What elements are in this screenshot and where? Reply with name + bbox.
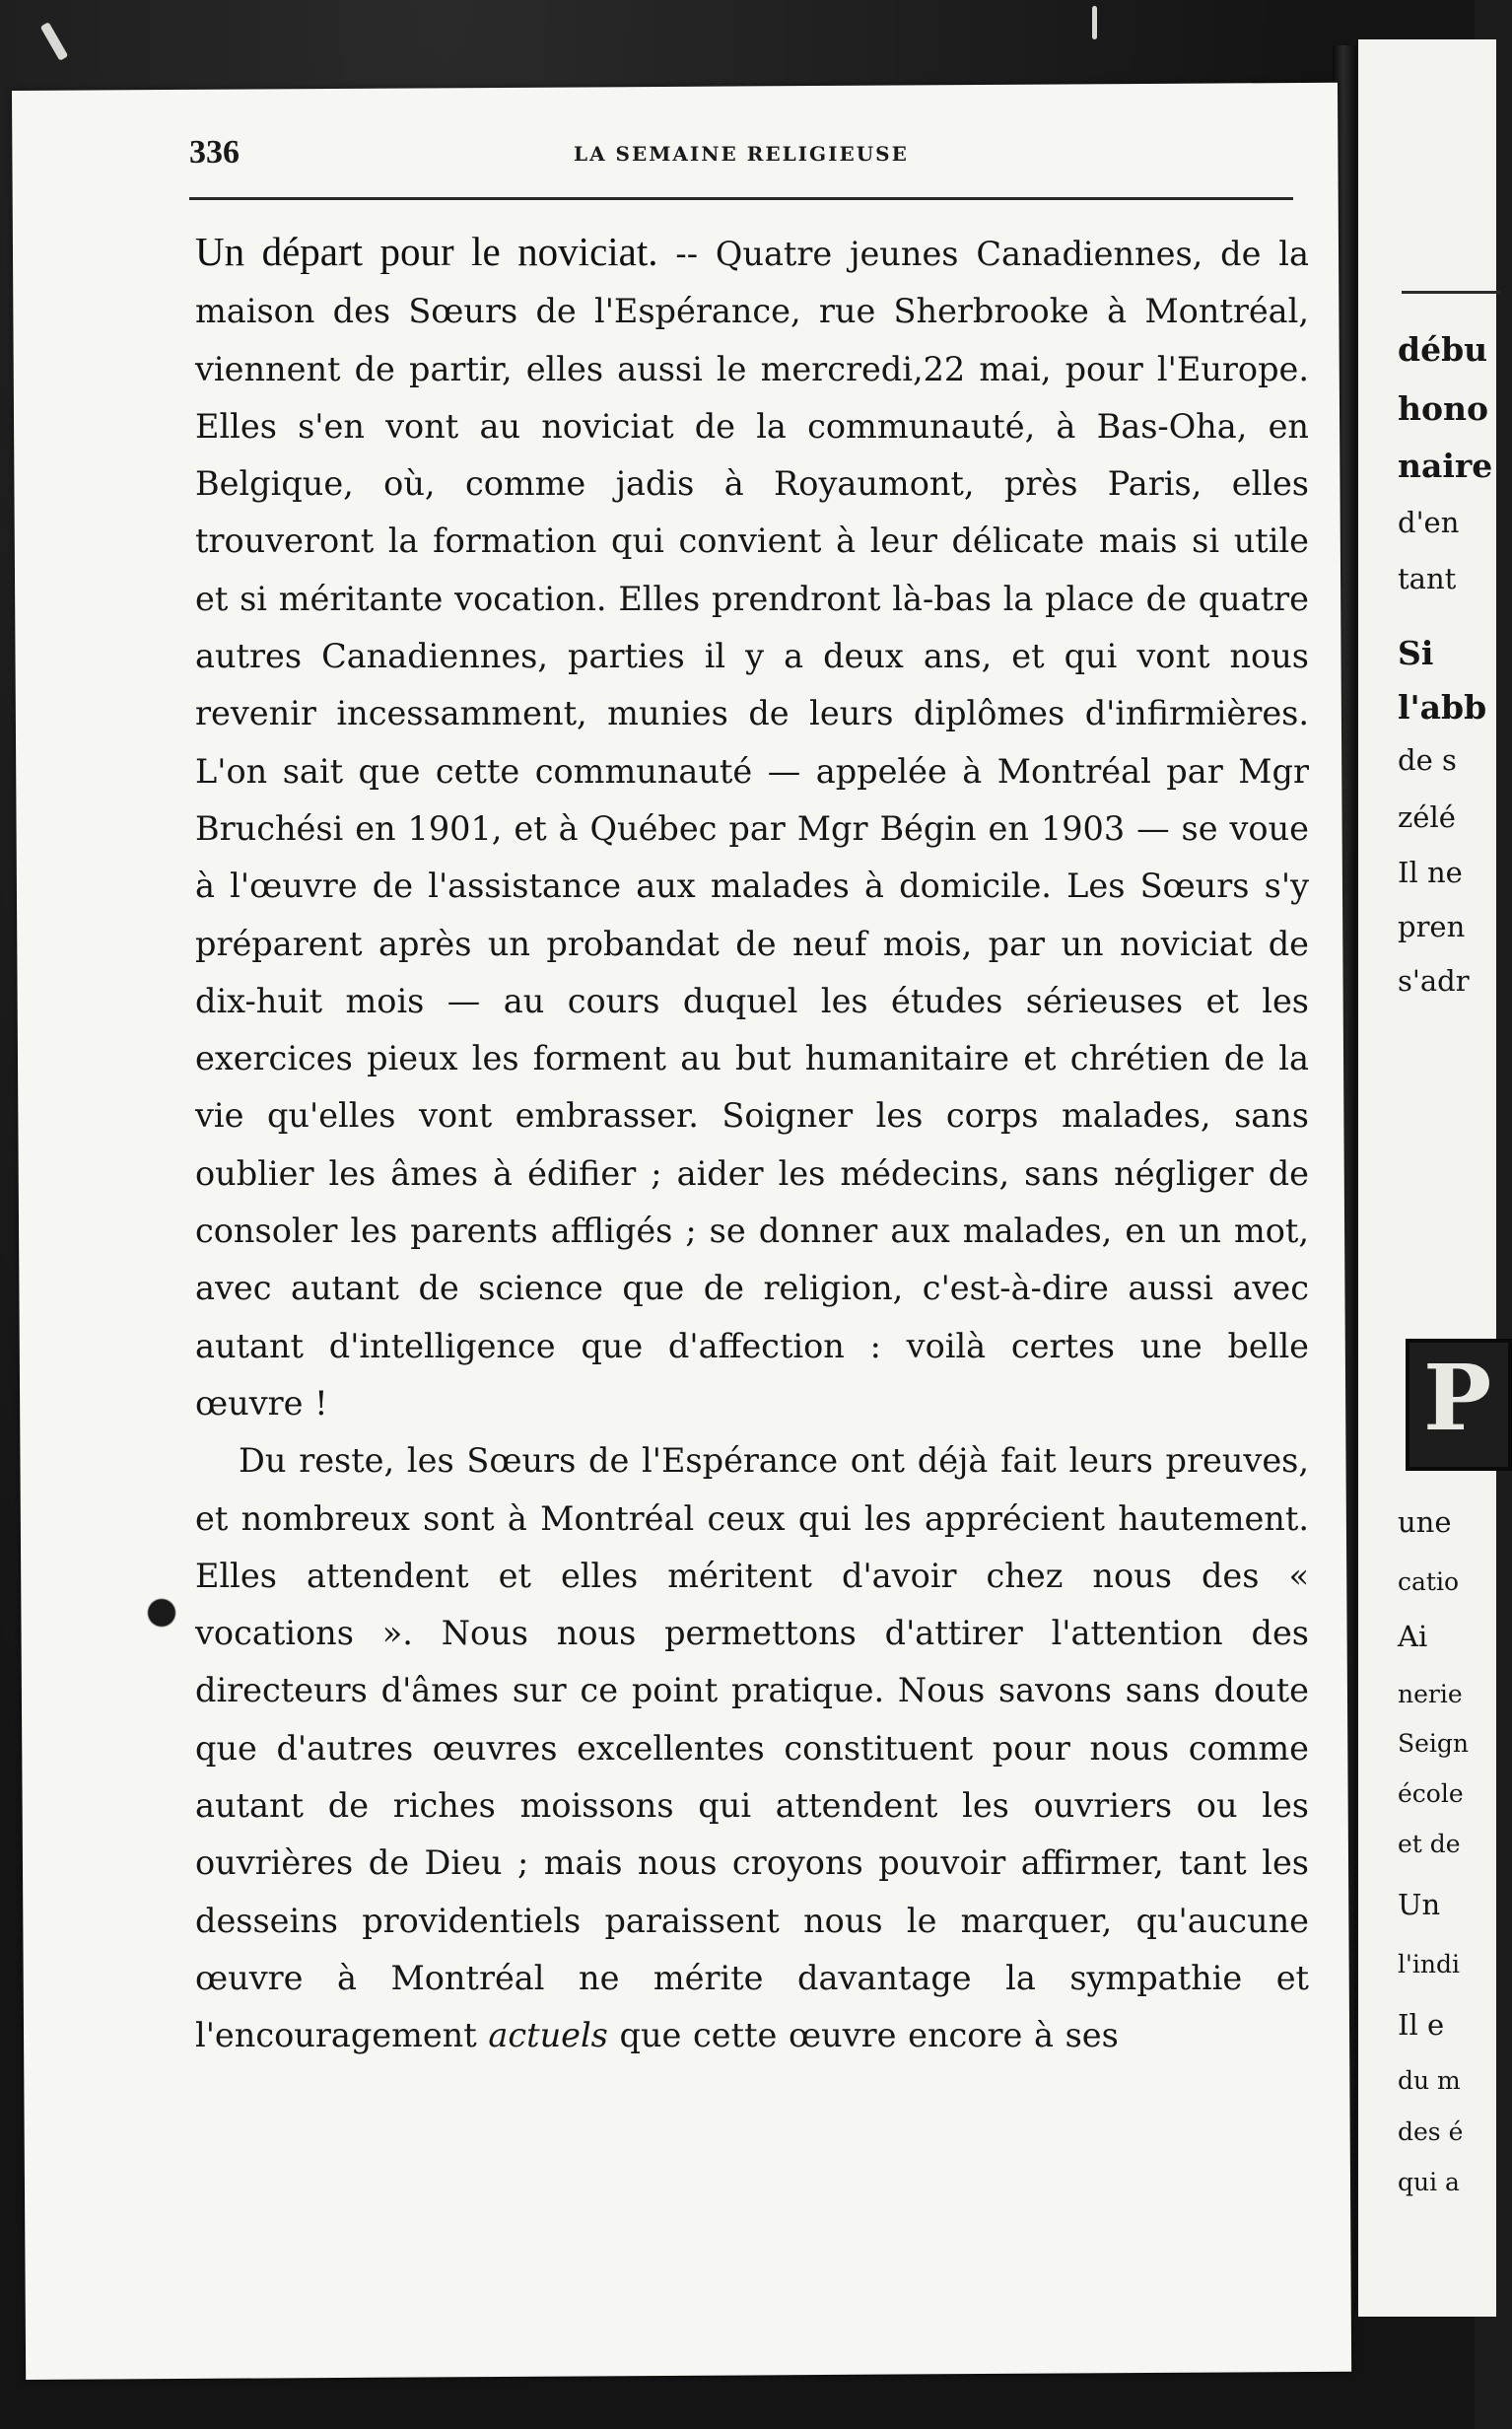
facing-page-line: du m	[1398, 2066, 1461, 2095]
facing-page-line: Ai	[1398, 1620, 1428, 1653]
facing-page-line: s'adr	[1398, 964, 1470, 998]
facing-page-line: de s	[1398, 743, 1457, 777]
facing-page-header-rule	[1402, 291, 1500, 294]
facing-page-line: naire	[1398, 447, 1493, 485]
page-number: 336	[189, 134, 240, 171]
facing-page-line: école	[1398, 1779, 1464, 1808]
paragraph-2	[195, 1432, 1309, 2064]
facing-page-line: Il ne	[1398, 856, 1463, 889]
dropcap-letter: P	[1423, 1345, 1492, 1451]
ink-blot	[146, 1595, 177, 1631]
facing-page	[1358, 39, 1496, 2317]
page-header	[189, 134, 1293, 183]
article-body	[195, 223, 1309, 2065]
facing-page-line: et de	[1398, 1830, 1461, 1858]
facing-page-line: pren	[1398, 910, 1466, 943]
facing-page-line: Si	[1398, 634, 1434, 672]
italic-word: actuels	[488, 2016, 608, 2055]
facing-page-line: Un	[1398, 1888, 1441, 1921]
facing-page-line: l'indi	[1398, 1950, 1460, 1978]
paragraph-1-text: -- Quatre jeunes Canadiennes, de la maison des Sœurs de l'Espérance, rue Sherbrooke à Montréal, viennent de partir, elles aussi le mercredi,22 mai, pour l'Europe. Elles s'en vont au noviciat de la communauté, à Bas-Oha, en Belgique, où, comme jadis à Royaumont, près Paris, elles trouveront la formation qui convient à leur délicate mais si utile et si méritante vocation. Elles prendront là-bas la place de quatre autres Canadiennes, parties il y a deux ans, et qui vont nous revenir incessamment, munies de leurs diplômes d'infirmières. L'on sait que cette communauté — appelée à Montréal par Mgr Bruchési en 1901, et à Québec par Mgr Bégin en 1903 — se voue à l'œuvre de l'assistance aux malades à domicile. Les Sœurs s'y préparent après un probandat de neuf mois, par un noviciat de dix-huit mois — au cours duquel les études sérieuses et les exercices pieux les forment au but humanitaire et chrétien de la vie qu'elles vont embrasser. Soigner les corps malades, sans oublier les âmes à édifier ; aider les médecins, sans négliger de consoler les parents affligés ; se donner aux malades, en un mot, avec autant de science que de religion, c'est-à-dire aussi avec autant d'intelligence que d'affection : voilà certes une belle œuvre !	[195, 235, 1309, 1423]
facing-page-line: l'abb	[1398, 688, 1487, 727]
facing-page-line: Il e	[1398, 2008, 1445, 2042]
facing-page-line: nerie	[1398, 1680, 1463, 1708]
facing-page-line: débu	[1398, 330, 1488, 369]
facing-page-line: d'en	[1398, 506, 1460, 539]
facing-page-line: des é	[1398, 2117, 1464, 2146]
paragraph-2-ending: que cette œuvre encore à ses	[607, 2016, 1119, 2055]
header-rule	[189, 197, 1293, 200]
facing-page-line: catio	[1398, 1567, 1459, 1596]
facing-page-line: qui a	[1398, 2168, 1460, 2196]
facing-page-line: tant	[1398, 562, 1457, 595]
facing-page-line: une	[1398, 1505, 1452, 1539]
running-title: LA SEMAINE RELIGIEUSE	[574, 142, 909, 166]
article-heading: Un départ pour le noviciat.	[195, 229, 658, 274]
decorative-dropcap	[1406, 1339, 1512, 1471]
facing-page-line: hono	[1398, 389, 1489, 428]
paragraph-1	[195, 223, 1309, 1432]
scan-speck	[1092, 6, 1097, 39]
facing-page-line: Seign	[1398, 1729, 1470, 1758]
facing-page-line: zélé	[1398, 800, 1456, 834]
paragraph-2-text: Du reste, les Sœurs de l'Espérance ont déjà fait leurs preuves, et nombreux sont à Montréal ceux qui les apprécient hautement. Elles attendent et elles méritent d'avoir chez nous des « vocations ». Nous nous permettons d'attirer l'attention des directeurs d'âmes sur ce point pratique. Nous savons sans doute que d'autres œuvres excellentes constituent pour nous comme autant de riches moissons qui attendent les ouvriers ou les ouvrières de Dieu ; mais nous croyons pouvoir affirmer, tant les desseins providentiels paraissent nous le marquer, qu'aucune œuvre à Montréal ne mérite davantage la sympathie et l'encouragement	[195, 1441, 1309, 2055]
